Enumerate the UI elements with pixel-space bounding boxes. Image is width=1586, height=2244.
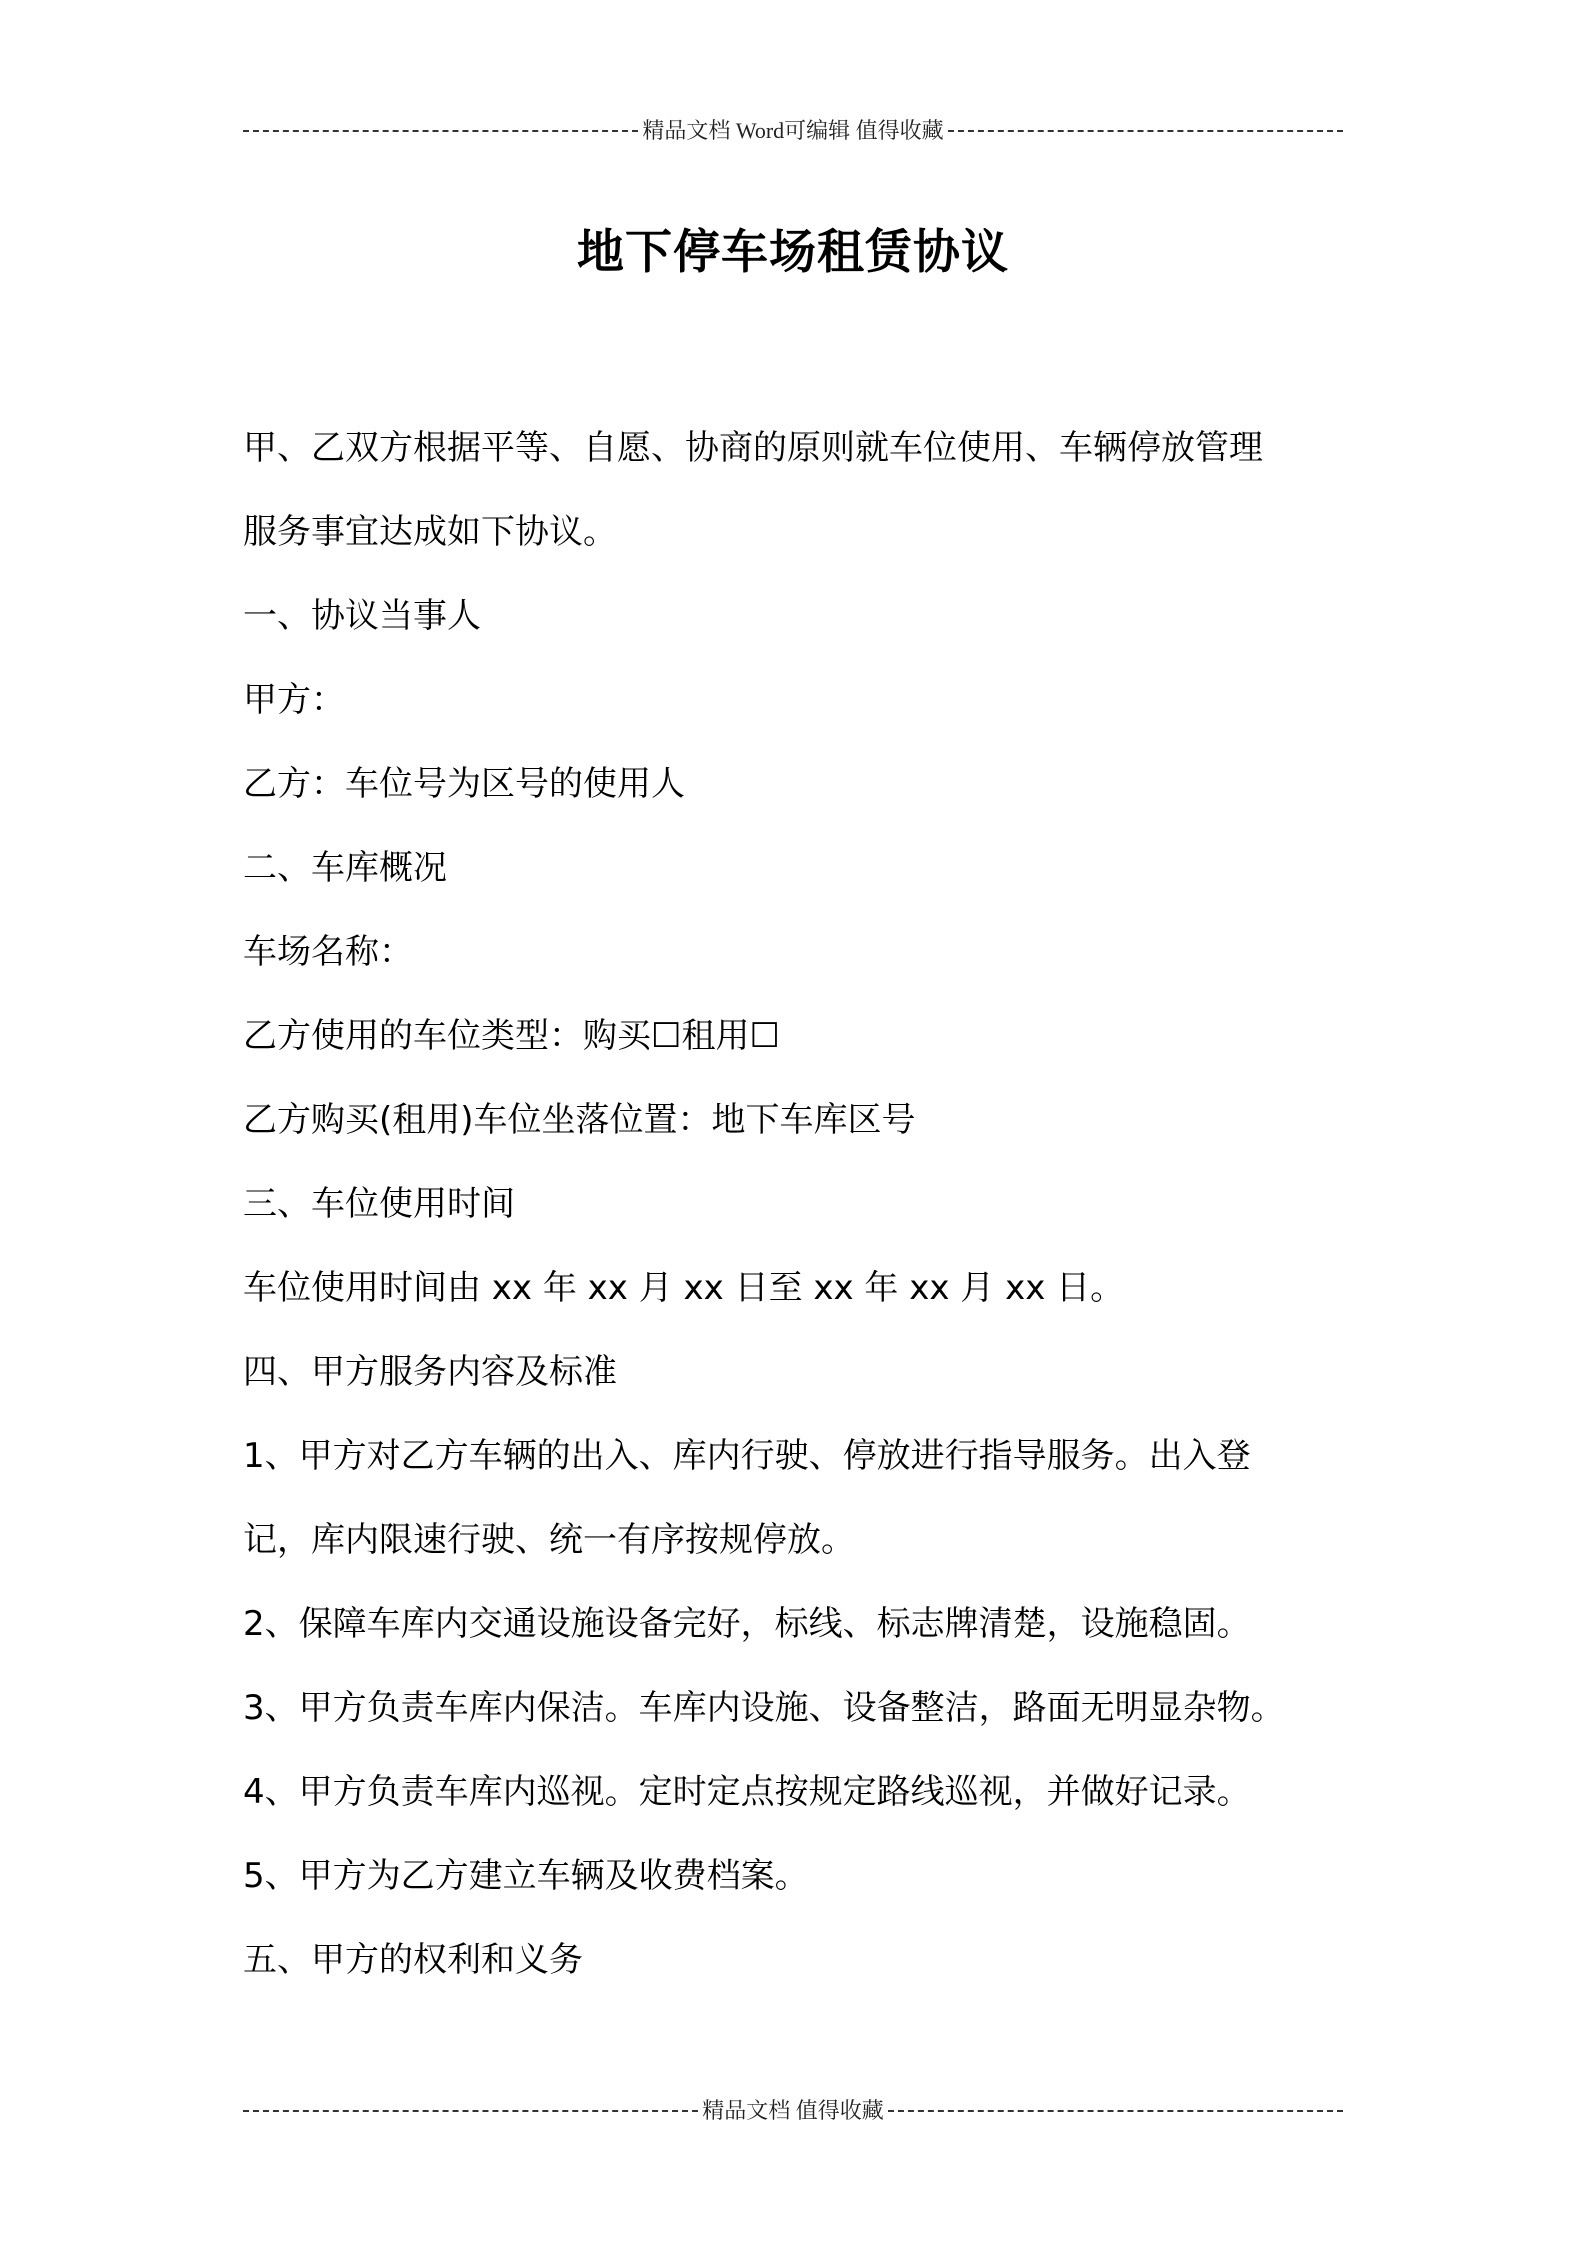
page-header — [243, 114, 1343, 144]
section-heading: 四、甲方服务内容及标准 — [243, 1352, 617, 1392]
document-body — [243, 406, 1363, 2002]
body-line: 车场名称： — [243, 932, 413, 972]
section-heading: 二、车库概况 — [243, 848, 447, 888]
body-line: 甲、乙双方根据平等、自愿、协商的原则就车位使用、车辆停放管理 — [243, 428, 1263, 468]
body-line: 记，库内限速行驶、统一有序按规停放。 — [243, 1520, 855, 1560]
section-heading: 一、协议当事人 — [243, 596, 481, 636]
body-line: 4、甲方负责车库内巡视。定时定点按规定路线巡视，并做好记录。 — [243, 1772, 1251, 1812]
section-heading: 三、车位使用时间 — [243, 1184, 515, 1224]
footer-dash-left — [243, 2110, 698, 2112]
body-line: 乙方使用的车位类型：购买☐租用☐ — [243, 1016, 780, 1056]
body-line: 3、甲方负责车库内保洁。车库内设施、设备整洁，路面无明显杂物。 — [243, 1688, 1285, 1728]
body-line: 甲方： — [243, 680, 345, 720]
footer-text: 精品文档 值得收藏 — [702, 2097, 884, 2123]
header-dash-left — [243, 130, 638, 132]
section-heading: 五、甲方的权利和义务 — [243, 1940, 583, 1980]
body-line: 乙方购买(租用)车位坐落位置：地下车库区号 — [243, 1100, 916, 1140]
body-line: 乙方：车位号为区号的使用人 — [243, 764, 685, 804]
body-line: 车位使用时间由 xx 年 xx 月 xx 日至 xx 年 xx 月 xx 日。 — [243, 1268, 1125, 1308]
body-line: 2、保障车库内交通设施设备完好，标线、标志牌清楚，设施稳固。 — [243, 1604, 1251, 1644]
page-footer — [243, 2094, 1343, 2124]
document-title: 地下停车场租赁协议 — [577, 225, 1009, 280]
footer-dash-right — [888, 2110, 1343, 2112]
body-line: 5、甲方为乙方建立车辆及收费档案。 — [243, 1856, 809, 1896]
header-text: 精品文档 Word可编辑 值得收藏 — [642, 117, 944, 143]
body-line: 服务事宜达成如下协议。 — [243, 512, 617, 552]
header-dash-right — [948, 130, 1343, 132]
body-line: 1、甲方对乙方车辆的出入、库内行驶、停放进行指导服务。出入登 — [243, 1436, 1251, 1476]
